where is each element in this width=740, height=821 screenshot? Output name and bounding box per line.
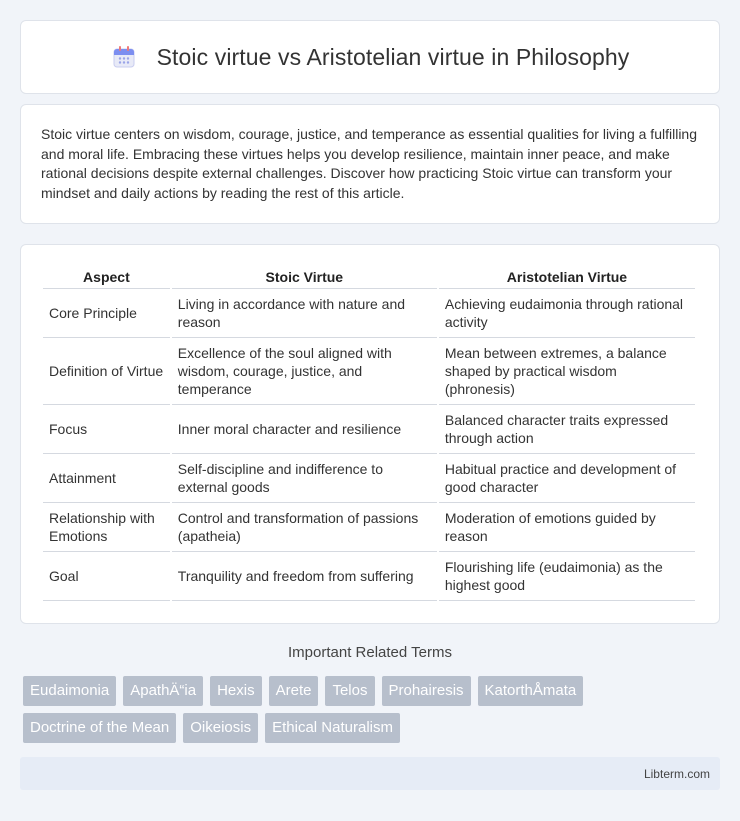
table-cell-aspect: Goal <box>43 552 170 601</box>
table-row <box>43 338 695 405</box>
table-header-row <box>43 264 695 289</box>
page-title: Stoic virtue vs Aristotelian virtue in Philosophy <box>156 43 630 70</box>
table-cell-stoic: Excellence of the soul aligned with wisdom, courage, justice, and temperance <box>172 338 437 405</box>
comparison-table <box>41 264 697 601</box>
table-row <box>43 454 695 503</box>
column-header-aristotelian: Aristotelian Virtue <box>439 264 695 289</box>
footer-site-link[interactable]: Libterm.com <box>643 766 710 781</box>
related-term-tag[interactable]: ApathÄ“ia <box>123 676 203 706</box>
comparison-table-card <box>20 244 720 624</box>
calendar-icon <box>111 44 137 70</box>
related-term-tag[interactable]: Arete <box>269 676 319 706</box>
table-cell-stoic: Tranquility and freedom from suffering <box>172 552 437 601</box>
table-cell-aristotelian: Achieving eudaimonia through rational activity <box>439 289 695 338</box>
table-cell-stoic: Living in accordance with nature and reason <box>172 289 437 338</box>
title-card <box>20 20 720 94</box>
table-cell-aristotelian: Habitual practice and development of good character <box>439 454 695 503</box>
table-cell-aspect: Attainment <box>43 454 170 503</box>
table-cell-aristotelian: Mean between extremes, a balance shaped by practical wisdom (phronesis) <box>439 338 695 405</box>
table-cell-stoic: Inner moral character and resilience <box>172 405 437 454</box>
table-row <box>43 289 695 338</box>
related-term-tag[interactable]: Prohairesis <box>382 676 471 706</box>
table-row <box>43 405 695 454</box>
related-terms-list <box>23 676 723 743</box>
column-header-stoic: Stoic Virtue <box>172 264 437 289</box>
table-cell-stoic: Control and transformation of passions (apatheia) <box>172 503 437 552</box>
table-cell-aspect: Definition of Virtue <box>43 338 170 405</box>
related-term-tag[interactable]: Eudaimonia <box>23 676 116 706</box>
column-header-aspect: Aspect <box>43 264 170 289</box>
table-cell-stoic: Self-discipline and indifference to external goods <box>172 454 437 503</box>
related-term-tag[interactable]: Doctrine of the Mean <box>23 713 176 743</box>
table-cell-aspect: Core Principle <box>43 289 170 338</box>
related-term-tag[interactable]: KatorthÅmata <box>478 676 584 706</box>
table-cell-aristotelian: Balanced character traits expressed through action <box>439 405 695 454</box>
related-term-tag[interactable]: Oikeiosis <box>183 713 258 743</box>
table-cell-aristotelian: Flourishing life (eudaimonia) as the highest good <box>439 552 695 601</box>
table-row <box>43 552 695 601</box>
related-term-tag[interactable]: Ethical Naturalism <box>265 713 400 743</box>
related-terms-heading: Important Related Terms <box>288 644 452 661</box>
intro-card <box>20 104 720 224</box>
intro-text: Stoic virtue centers on wisdom, courage, justice, and temperance as essential qualities for living a fulfilling and moral life. Embracing these virtues helps you develop resilience, maintain inner peace, and make rational decisions despite external challenges. Discover how practicing Stoic virtue can transform your mindset and daily actions by reading the rest of this article. <box>41 126 697 201</box>
related-term-tag[interactable]: Hexis <box>210 676 262 706</box>
table-cell-aspect: Relationship with Emotions <box>43 503 170 552</box>
related-term-tag[interactable]: Telos <box>325 676 374 706</box>
table-cell-aristotelian: Moderation of emotions guided by reason <box>439 503 695 552</box>
footer <box>20 757 720 790</box>
table-cell-aspect: Focus <box>43 405 170 454</box>
table-row <box>43 503 695 552</box>
